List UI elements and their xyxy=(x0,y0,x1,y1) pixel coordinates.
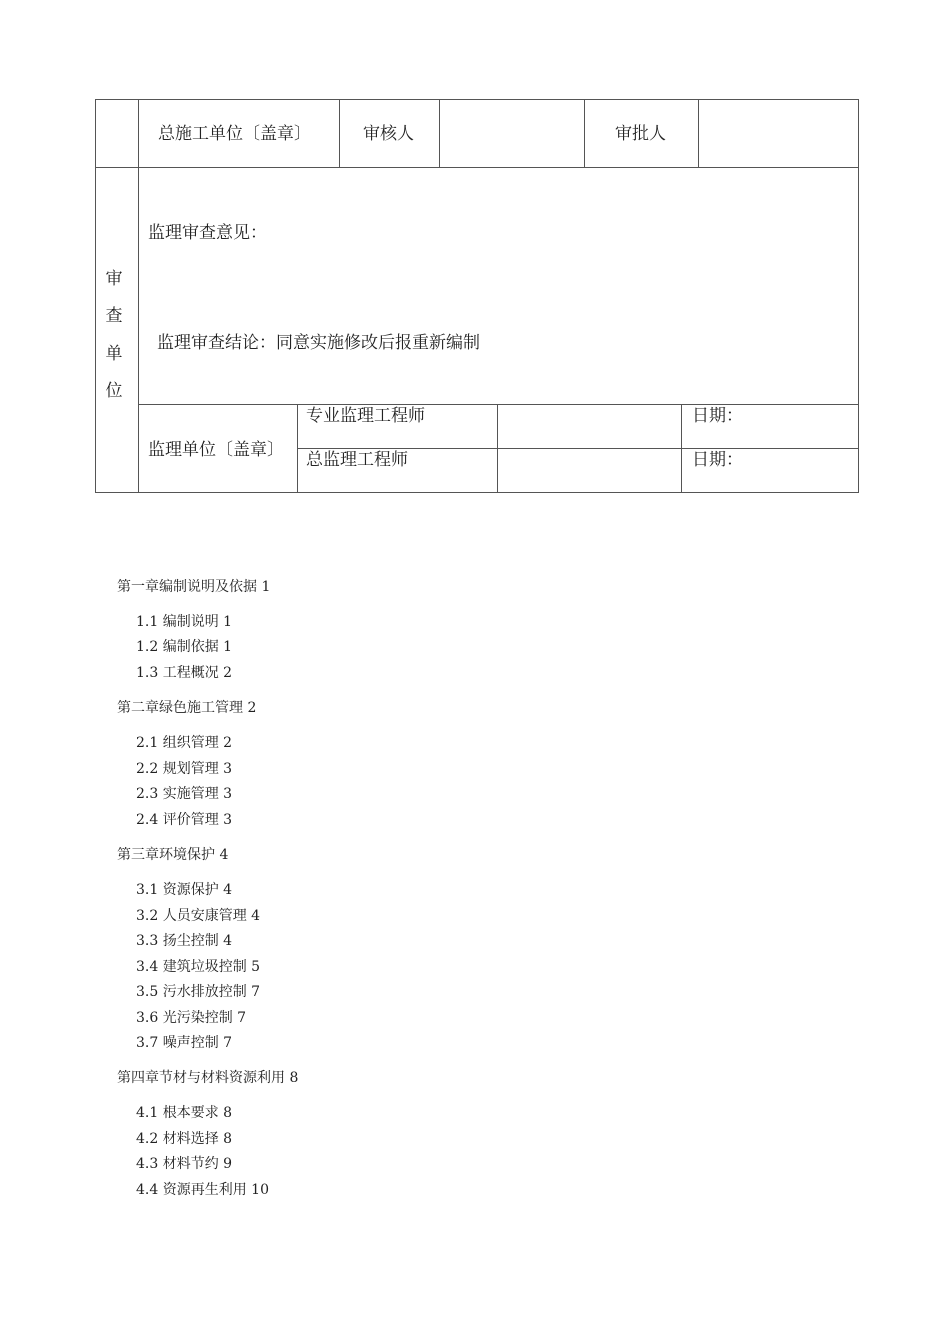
toc-section[interactable]: 3.5 污水排放控制 7 xyxy=(136,984,261,1000)
toc-section[interactable]: 4.3 材料节约 9 xyxy=(136,1156,233,1172)
table-col-divider xyxy=(138,99,139,493)
toc-section[interactable]: 2.2 规划管理 3 xyxy=(136,761,233,777)
table-row-divider xyxy=(95,167,859,168)
table-row-divider xyxy=(138,404,859,405)
toc-section[interactable]: 3.4 建筑垃圾控制 5 xyxy=(136,959,261,975)
toc-section[interactable]: 2.4 评价管理 3 xyxy=(136,812,233,828)
table-col-divider xyxy=(439,99,440,167)
toc-section[interactable]: 3.2 人员安康管理 4 xyxy=(136,908,261,924)
review-unit-char: 位 xyxy=(105,381,123,401)
toc-chapter[interactable]: 第二章绿色施工管理 2 xyxy=(117,700,257,716)
toc-section[interactable]: 3.1 资源保护 4 xyxy=(136,882,233,898)
table-border-top xyxy=(95,99,859,100)
table-border-left xyxy=(95,99,96,493)
toc-section[interactable]: 3.3 扬尘控制 4 xyxy=(136,933,233,949)
supervision-conclusion: 监理审查结论：同意实施修改后报重新编制 xyxy=(157,333,480,353)
toc-section[interactable]: 4.4 资源再生利用 10 xyxy=(136,1182,269,1198)
table-border-right xyxy=(858,99,859,493)
toc-section[interactable]: 3.7 噪声控制 7 xyxy=(136,1035,233,1051)
construction-unit-label: 总施工单位〔盖章〕 xyxy=(158,124,311,144)
toc-section[interactable]: 1.3 工程概况 2 xyxy=(136,665,233,681)
table-col-divider xyxy=(339,99,340,167)
table-col-divider xyxy=(698,99,699,167)
toc-section[interactable]: 4.1 根本要求 8 xyxy=(136,1105,233,1121)
review-unit-char: 单 xyxy=(105,344,123,364)
review-unit-char: 审 xyxy=(105,269,123,289)
toc-section[interactable]: 2.3 实施管理 3 xyxy=(136,786,233,802)
table-col-divider xyxy=(681,404,682,493)
table-row-divider xyxy=(297,448,859,449)
toc-chapter[interactable]: 第三章环境保护 4 xyxy=(117,847,229,863)
table-col-divider xyxy=(497,404,498,493)
supervision-opinion-label: 监理审查意见： xyxy=(148,223,267,243)
toc-chapter[interactable]: 第四章节材与材料资源利用 8 xyxy=(117,1070,299,1086)
supervision-unit-label: 监理单位〔盖章〕 xyxy=(148,440,284,460)
toc-section[interactable]: 3.6 光污染控制 7 xyxy=(136,1010,247,1026)
toc-section[interactable]: 1.1 编制说明 1 xyxy=(136,614,233,630)
toc-section[interactable]: 4.2 材料选择 8 xyxy=(136,1131,233,1147)
date-label: 日期： xyxy=(692,406,743,426)
toc-section[interactable]: 2.1 组织管理 2 xyxy=(136,735,233,751)
review-unit-char: 查 xyxy=(105,306,123,326)
table-col-divider xyxy=(297,404,298,493)
toc-section[interactable]: 1.2 编制依据 1 xyxy=(136,639,233,655)
toc-chapter[interactable]: 第一章编制说明及依据 1 xyxy=(117,579,271,595)
professional-engineer-label: 专业监理工程师 xyxy=(306,406,425,426)
chief-engineer-label: 总监理工程师 xyxy=(306,450,408,470)
approver-label: 审批人 xyxy=(615,124,666,144)
reviewer-label: 审核人 xyxy=(363,124,414,144)
table-border-bottom xyxy=(95,492,859,493)
date-label: 日期： xyxy=(692,450,743,470)
table-col-divider xyxy=(584,99,585,167)
